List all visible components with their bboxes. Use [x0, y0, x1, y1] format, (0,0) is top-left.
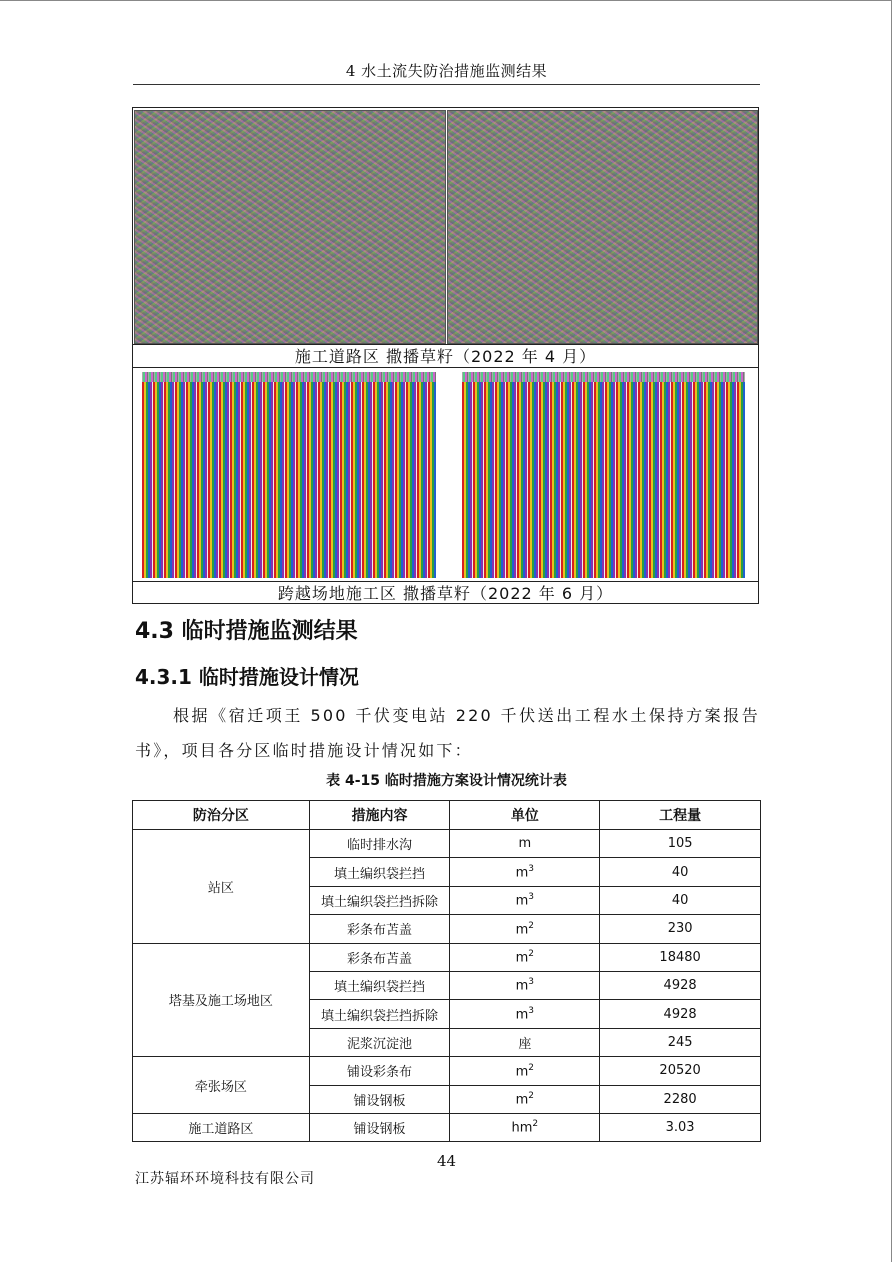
construction-road-photo-right [447, 110, 758, 344]
unit-exponent: 2 [528, 1062, 535, 1073]
unit-base: m [515, 1092, 529, 1108]
table-header-row [133, 801, 761, 830]
quantity-cell: 4928 [600, 1000, 761, 1028]
unit-exponent: 2 [528, 920, 535, 931]
quantity-cell: 245 [600, 1028, 761, 1056]
photo-caption-crossing: 跨越场地施工区 撒播草籽（2022 年 6 月） [133, 581, 758, 605]
unit-base: m [518, 836, 532, 852]
table-body [133, 830, 761, 1142]
unit-base: hm [511, 1120, 533, 1136]
unit-exponent: 3 [528, 863, 535, 874]
unit-exponent: 3 [528, 977, 535, 988]
quantity-cell: 3.03 [600, 1113, 761, 1141]
quantity-cell: 2280 [600, 1085, 761, 1113]
unit-base: m [515, 865, 529, 881]
photo-grid [132, 107, 759, 604]
header-unit: 单位 [450, 801, 600, 830]
running-header: 4 水土流失防治措施监测结果 [345, 62, 548, 80]
construction-road-photo-left [134, 110, 446, 344]
table-row [133, 1057, 761, 1085]
unit-cell [450, 915, 600, 943]
measure-cell: 泥浆沉淀池 [309, 1028, 450, 1056]
unit-cell [450, 971, 600, 999]
unit-cell [450, 1085, 600, 1113]
body-paragraph: 根据《宿迁项王 500 千伏变电站 220 千伏送出工程水土保持方案报告书》，项目各分区临时措施设计情况如下： [135, 706, 760, 760]
zone-cell: 牵张场区 [133, 1057, 310, 1114]
unit-exponent: 3 [528, 1005, 535, 1016]
table-row [133, 1113, 761, 1141]
measure-cell: 铺设钢板 [309, 1113, 450, 1141]
unit-cell [450, 1057, 600, 1085]
unit-base: m [515, 922, 529, 938]
unit-cell [450, 858, 600, 886]
section-title: 4.3 临时措施监测结果 [135, 619, 358, 644]
photo-row-top [133, 108, 758, 344]
crossing-site-photo-right [462, 372, 745, 578]
unit-base: m [515, 950, 529, 966]
unit-base: m [515, 1063, 529, 1079]
page-edge-top [0, 0, 892, 1]
unit-cell [450, 1028, 600, 1056]
unit-exponent: 2 [528, 949, 535, 960]
footer-company: 江苏辐环环境科技有限公司 [135, 1171, 315, 1187]
quantity-cell: 40 [600, 886, 761, 914]
header-rule [133, 84, 760, 85]
unit-base: m [515, 1007, 529, 1023]
quantity-cell: 4928 [600, 971, 761, 999]
table-caption: 表 4-15 临时措施方案设计情况统计表 [326, 773, 567, 789]
zone-cell: 施工道路区 [133, 1113, 310, 1141]
table-row [133, 943, 761, 971]
measure-cell: 临时排水沟 [309, 830, 450, 858]
measure-cell: 彩条布苫盖 [309, 915, 450, 943]
header-measure: 措施内容 [309, 801, 450, 830]
header-zone: 防治分区 [133, 801, 310, 830]
header-quantity: 工程量 [600, 801, 761, 830]
quantity-cell: 20520 [600, 1057, 761, 1085]
quantity-cell: 230 [600, 915, 761, 943]
measure-cell: 填土编织袋拦挡拆除 [309, 1000, 450, 1028]
measure-cell: 铺设彩条布 [309, 1057, 450, 1085]
zone-cell: 站区 [133, 830, 310, 944]
table-row [133, 830, 761, 858]
temporary-measures-table [132, 800, 761, 1142]
subsection-title: 4.3.1 临时措施设计情况 [135, 665, 359, 689]
zone-cell: 塔基及施工场地区 [133, 943, 310, 1057]
quantity-cell: 18480 [600, 943, 761, 971]
measure-cell: 填土编织袋拦挡 [309, 858, 450, 886]
measure-cell: 填土编织袋拦挡 [309, 971, 450, 999]
quantity-cell: 105 [600, 830, 761, 858]
unit-cell [450, 943, 600, 971]
crossing-site-photo-left [142, 372, 436, 578]
photo-caption-road: 施工道路区 撒播草籽（2022 年 4 月） [133, 344, 758, 368]
unit-cell [450, 1113, 600, 1141]
measure-cell: 填土编织袋拦挡拆除 [309, 886, 450, 914]
measure-cell: 彩条布苫盖 [309, 943, 450, 971]
unit-base: m [515, 978, 529, 994]
unit-base: m [515, 893, 529, 909]
unit-cell [450, 830, 600, 858]
unit-exponent: 2 [532, 1119, 539, 1130]
unit-base: 座 [518, 1036, 532, 1052]
unit-cell [450, 1000, 600, 1028]
unit-exponent: 3 [528, 892, 535, 903]
page-number: 44 [436, 1152, 457, 1170]
unit-exponent: 2 [528, 1091, 535, 1102]
measure-cell: 铺设钢板 [309, 1085, 450, 1113]
photo-row-bottom [133, 369, 758, 581]
quantity-cell: 40 [600, 858, 761, 886]
unit-cell [450, 886, 600, 914]
